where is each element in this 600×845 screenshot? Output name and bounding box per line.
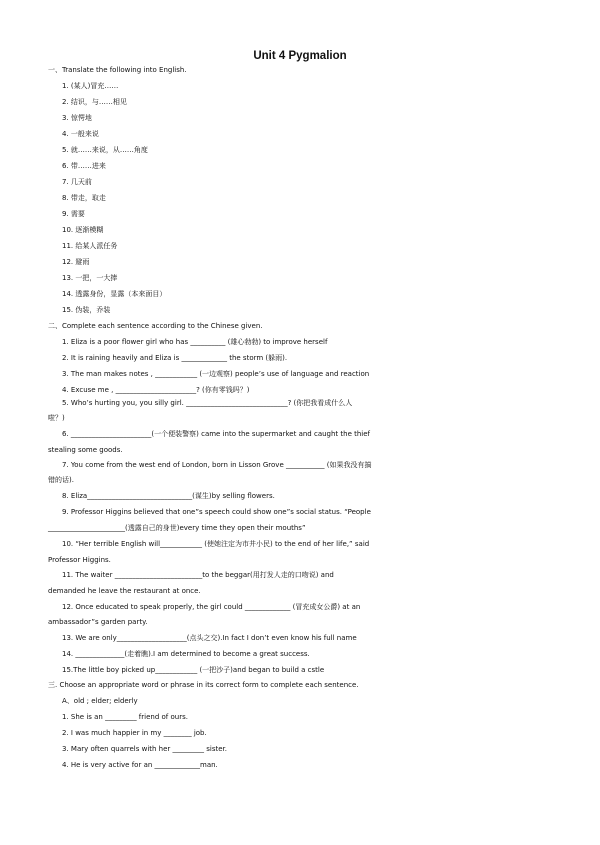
sentence-line: 12. Once educated to speak properly, the girl could _____________ (冒充成女公爵) at an: [62, 603, 361, 611]
list-item: 10. 逐渐模糊: [62, 226, 104, 234]
sentence-line: 3. The man makes notes , ____________ (一边观察) people’s use of language and reaction: [62, 370, 370, 378]
list-item: 4. He is very active for an _____________man.: [62, 761, 218, 769]
list-item: 3. 惊愕地: [62, 114, 92, 122]
section-3-subheading: A、old ; elder; elderly: [62, 697, 138, 705]
sentence-line: 14. ______________(走着瞧).I am determined to become a great success.: [62, 650, 310, 658]
sentence-line: ambassador”s garden party.: [48, 618, 148, 626]
list-item: 8. 带走，取走: [62, 194, 106, 202]
sentence-line: demanded he leave the restaurant at once.: [48, 587, 201, 595]
section-2-heading: 二、Complete each sentence according to the Chinese given.: [48, 322, 263, 330]
list-item: 2. 结识，与……相见: [62, 98, 127, 106]
sentence-line: ______________________(透露自己的身世)every time they open their mouths”: [48, 524, 306, 532]
sentence-line: 2. It is raining heavily and Eliza is _____________ the storm (躲雨).: [62, 354, 288, 362]
sentence-line: 15.The little boy picked up____________ (一把沙子)and began to build a cstle: [62, 666, 325, 674]
sentence-line: stealing some goods.: [48, 446, 123, 454]
list-item: 14. 透露身份，显露（本来面目）: [62, 290, 167, 298]
sentence-line: 6. _______________________(一个便装警察) came into the supermarket and caught the thief: [62, 430, 371, 438]
sentence-line: 13. We are only____________________(点头之交).In fact I don’t even know his full name: [62, 634, 357, 642]
list-item: 11. 给某人派任务: [62, 242, 118, 250]
list-item: 12. 避雨: [62, 258, 90, 266]
list-item: 1. (某人)冒充……: [62, 82, 119, 90]
sentence-line: Professor Higgins.: [48, 556, 111, 564]
sentence-line: 错的话).: [48, 476, 74, 484]
list-item: 5. 就……来说，从……角度: [62, 146, 148, 154]
sentence-line: 4. Excuse me , _______________________? (你有零钱吗？): [62, 386, 250, 394]
list-item: 4. 一般来说: [62, 130, 99, 138]
sentence-line: 11. The waiter _________________________to the beggar(用打发人走的口吻说) and: [62, 571, 334, 579]
list-item: 9. 需要: [62, 210, 85, 218]
sentence-line: 9. Professor Higgins believed that one”s speech could show one”s social status. “People: [62, 508, 371, 516]
sentence-line: 1. Eliza is a poor flower girl who has __________ (雄心勃勃) to improve herself: [62, 338, 328, 346]
sentence-line: 10. “Her terrible English will____________ (使她注定为市井小民) to the end of her life,” said: [62, 540, 370, 548]
page-title: Unit 4 Pygmalion: [253, 50, 347, 62]
section-1-heading: 一、Translate the following into English.: [48, 66, 187, 74]
list-item: 13. 一把，一大捧: [62, 274, 118, 282]
sentence-line: 7. You come from the west end of London, born in Lisson Grove ___________ (如果我没有搞: [62, 461, 372, 469]
list-item: 6. 带……进来: [62, 162, 106, 170]
list-item: 2. I was much happier in my ________ job.: [62, 729, 207, 737]
list-item: 1. She is an _________ friend of ours.: [62, 713, 188, 721]
list-item: 15. 伪装，乔装: [62, 306, 111, 314]
sentence-line: 5. Who’s hurting you, you silly girl. _____________________________? (你把我看成什么人: [62, 399, 353, 407]
section-3-heading: 三. Choose an appropriate word or phrase in its correct form to complete each sentence.: [48, 681, 359, 689]
sentence-line: 啦？): [48, 414, 65, 422]
sentence-line: 8. Eliza______________________________(谋生)by selling flowers.: [62, 492, 275, 500]
list-item: 3. Mary often quarrels with her _________ sister.: [62, 745, 227, 753]
list-item: 7. 几天前: [62, 178, 92, 186]
